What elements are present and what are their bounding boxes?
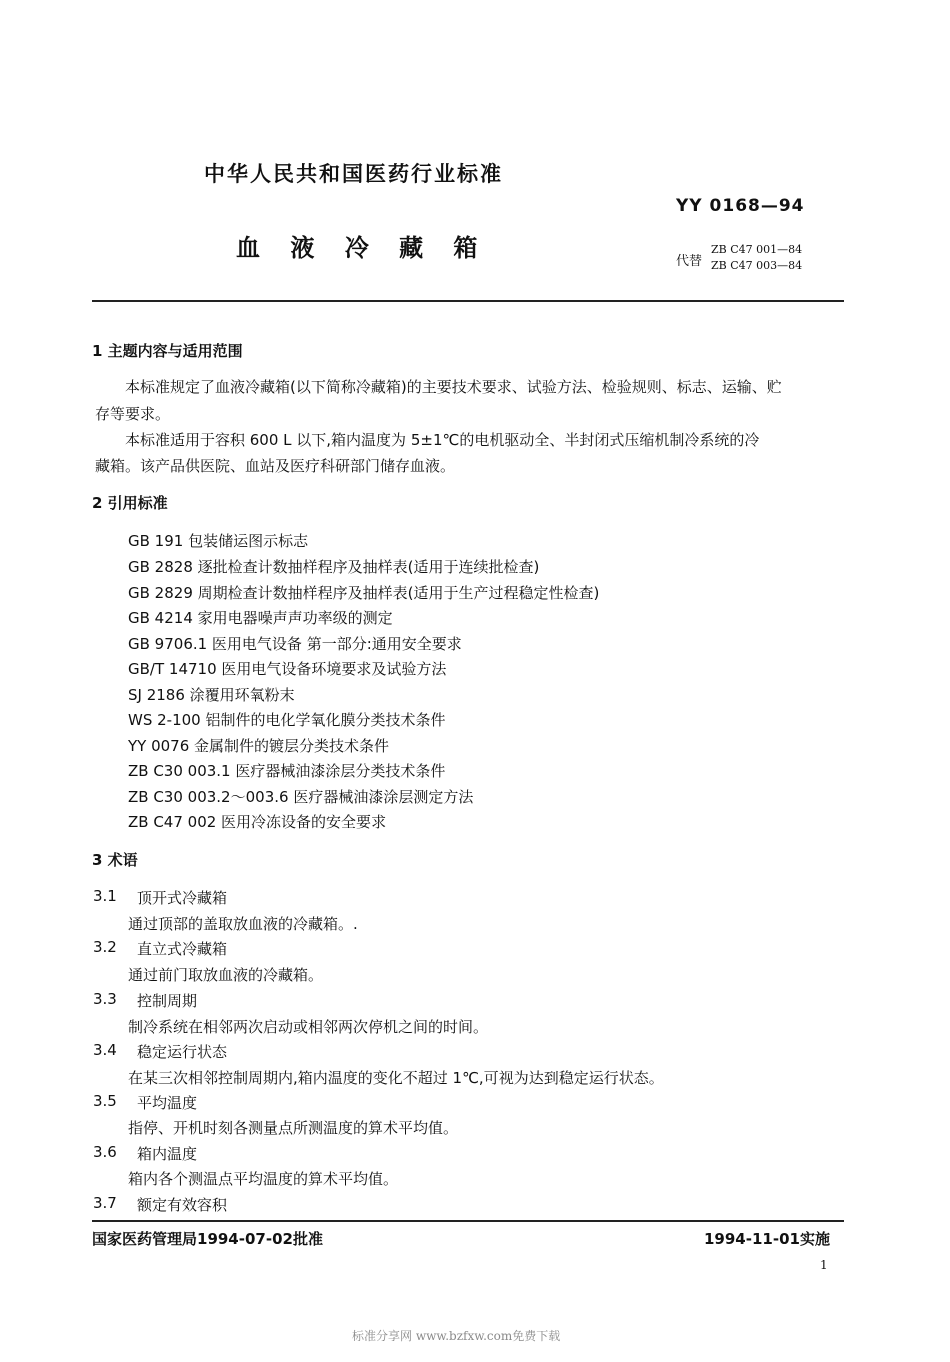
section-3-heading: 3 术语 xyxy=(92,851,138,869)
reference-item: YY 0076 金属制件的镀层分类技术条件 xyxy=(128,737,390,755)
term-title: 平均温度 xyxy=(137,1094,198,1112)
term-title: 稳定运行状态 xyxy=(137,1043,228,1061)
term-definition: 在某三次相邻控制周期内,箱内温度的变化不超过 1℃,可视为达到稳定运行状态。 xyxy=(128,1069,664,1087)
watermark: 标准分享网 www.bzfxw.com免费下载 xyxy=(352,1329,561,1343)
term-number: 3.2 xyxy=(93,938,117,956)
approval-line: 国家医药管理局1994-07-02批准 xyxy=(92,1230,323,1248)
document-title: 血 液 冷 藏 箱 xyxy=(236,234,482,262)
term-definition: 指停、开机时刻各测量点所测温度的算术平均值。 xyxy=(128,1119,459,1137)
replace-label: 代替 xyxy=(676,254,703,269)
section-1-para-2-line-1: 本标准适用于容积 600 L 以下,箱内温度为 5±1℃的电机驱动全、半封闭式压缩机制冷系统的冷 xyxy=(125,431,760,449)
section-1-heading: 1 主题内容与适用范围 xyxy=(92,342,243,360)
term-number: 3.6 xyxy=(93,1143,117,1161)
reference-item: WS 2-100 铝制件的电化学氧化膜分类技术条件 xyxy=(128,711,446,729)
reference-item: GB 9706.1 医用电气设备 第一部分:通用安全要求 xyxy=(128,635,462,653)
term-definition: 箱内各个测温点平均温度的算术平均值。 xyxy=(128,1170,399,1188)
term-definition: 通过顶部的盖取放血液的冷藏箱。. xyxy=(128,915,358,933)
term-title: 直立式冷藏箱 xyxy=(137,940,228,958)
section-2-heading: 2 引用标准 xyxy=(92,494,168,512)
term-definition: 通过前门取放血液的冷藏箱。 xyxy=(128,966,324,984)
term-title: 顶开式冷藏箱 xyxy=(137,889,228,907)
term-title: 额定有效容积 xyxy=(137,1196,228,1214)
org-title: 中华人民共和国医药行业标准 xyxy=(204,162,503,186)
page-number: 1 xyxy=(820,1258,828,1272)
header-divider xyxy=(92,300,844,302)
effective-date: 1994-11-01实施 xyxy=(704,1230,830,1248)
term-title: 箱内温度 xyxy=(137,1145,198,1163)
term-number: 3.1 xyxy=(93,887,117,905)
term-number: 3.4 xyxy=(93,1041,117,1059)
reference-item: GB 4214 家用电器噪声声功率级的测定 xyxy=(128,609,393,627)
term-number: 3.5 xyxy=(93,1092,117,1110)
term-title: 控制周期 xyxy=(137,992,198,1010)
replaced-standard-2: ZB C47 003—84 xyxy=(711,259,803,272)
reference-item: ZB C30 003.2～003.6 医疗器械油漆涂层测定方法 xyxy=(128,788,474,806)
replaced-standard-1: ZB C47 001—84 xyxy=(711,243,803,256)
reference-item: GB 2828 逐批检查计数抽样程序及抽样表(适用于连续批检查) xyxy=(128,558,540,576)
reference-item: GB/T 14710 医用电气设备环境要求及试验方法 xyxy=(128,660,447,678)
reference-item: ZB C47 002 医用冷冻设备的安全要求 xyxy=(128,813,387,831)
reference-item: GB 2829 周期检查计数抽样程序及抽样表(适用于生产过程稳定性检查) xyxy=(128,584,600,602)
term-definition: 制冷系统在相邻两次启动或相邻两次停机之间的时间。 xyxy=(128,1018,489,1036)
reference-item: GB 191 包装储运图示标志 xyxy=(128,532,309,550)
reference-item: SJ 2186 涂覆用环氧粉末 xyxy=(128,686,295,704)
term-number: 3.7 xyxy=(93,1194,117,1212)
footer-divider xyxy=(92,1220,844,1222)
term-number: 3.3 xyxy=(93,990,117,1008)
standard-code: YY 0168—94 xyxy=(676,196,805,216)
section-1-para-1-line-1: 本标准规定了血液冷藏箱(以下简称冷藏箱)的主要技术要求、试验方法、检验规则、标志、运输、贮 xyxy=(125,378,782,396)
section-1-para-2-line-2: 藏箱。该产品供医院、血站及医疗科研部门储存血液。 xyxy=(95,457,456,475)
section-1-para-1-line-2: 存等要求。 xyxy=(95,405,171,423)
reference-item: ZB C30 003.1 医疗器械油漆涂层分类技术条件 xyxy=(128,762,446,780)
